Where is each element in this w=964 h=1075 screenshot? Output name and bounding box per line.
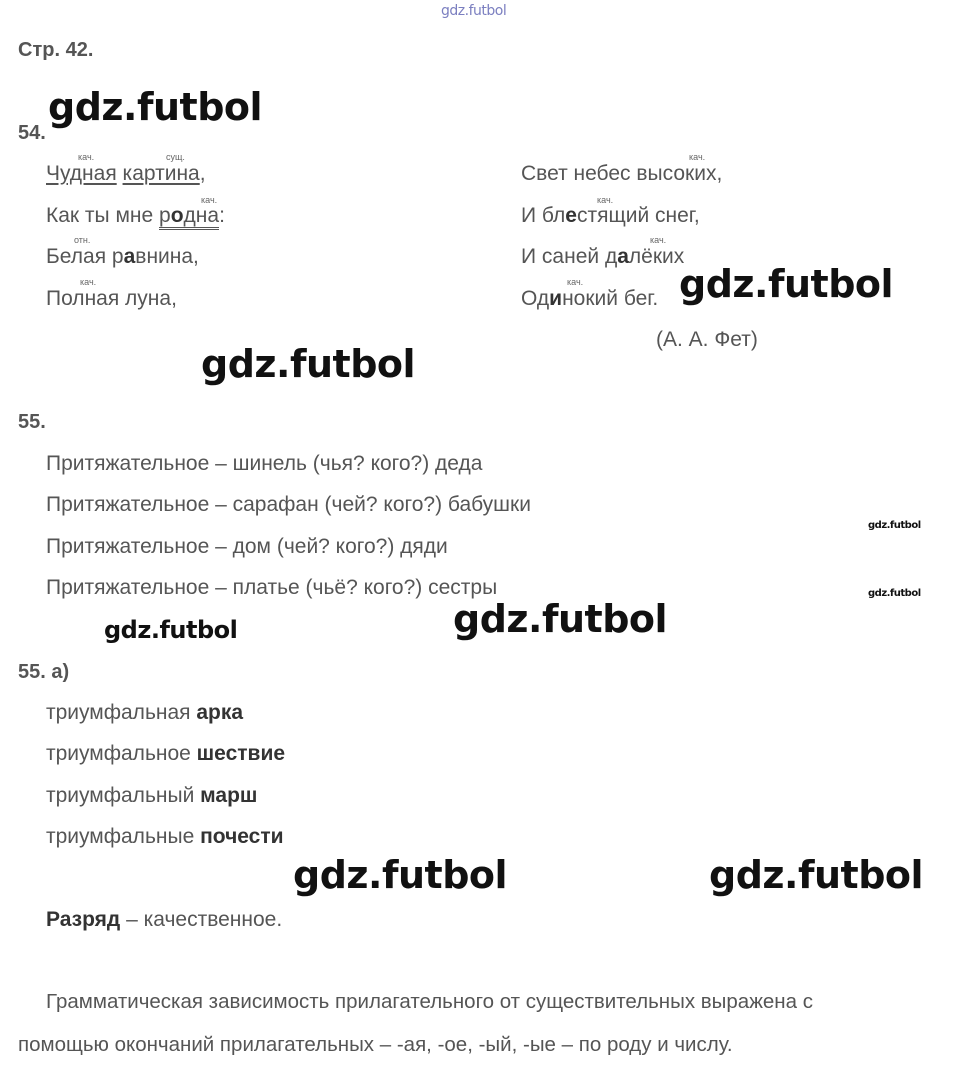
text: И саней д <box>521 245 618 268</box>
category-value: – качественное. <box>120 908 283 931</box>
category-label: Разряд <box>46 908 121 931</box>
stressed-letter: и <box>549 287 563 310</box>
watermark: gdz.futbol <box>104 616 238 644</box>
noun: почести <box>200 825 284 848</box>
exercise-line: Притяжательное – дом (чей? кого?) дяди <box>46 535 448 558</box>
adjective: триумфальная <box>46 701 197 724</box>
adjective: триумфальный <box>46 784 201 807</box>
annotation-kach: кач. <box>80 277 97 287</box>
poem-line <box>521 245 684 269</box>
text: И бл <box>521 204 566 227</box>
watermark: gdz.futbol <box>868 588 921 599</box>
phrase-line <box>46 825 284 849</box>
watermark: gdz.futbol <box>453 597 668 641</box>
annotation-kach: кач. <box>201 195 218 205</box>
text: Од <box>521 287 550 310</box>
double-underlined-word <box>159 204 219 230</box>
annotation-kach: кач. <box>567 277 584 287</box>
underlined-adjective: Чудная <box>46 162 117 185</box>
adjective: триумфальные <box>46 825 201 848</box>
text: стящий снег, <box>576 204 700 227</box>
poem-line <box>521 204 700 228</box>
exercise-line: Притяжательное – шинель (чья? кого?) деда <box>46 452 483 475</box>
exercise-55-number: 55. <box>18 411 46 433</box>
poem-line: Свет небес высоких, <box>521 162 723 185</box>
text: внина, <box>135 245 199 268</box>
exercise-line: Притяжательное – платье (чьё? кого?) сестры <box>46 576 498 599</box>
grammar-line: Грамматическая зависимость прилагательного от существительных выражена с <box>46 990 813 1013</box>
watermark: gdz.futbol <box>48 85 263 129</box>
exercise-line: Притяжательное – сарафан (чей? кого?) бабушки <box>46 493 531 516</box>
poem-line <box>46 245 199 269</box>
phrase-line <box>46 784 257 808</box>
punctuation: : <box>219 204 225 227</box>
annotation-kach: кач. <box>650 235 667 245</box>
text: р <box>159 204 171 227</box>
exercise-55a-number: 55. а) <box>18 661 70 683</box>
noun: арка <box>196 701 244 724</box>
stressed-letter: е <box>565 204 577 227</box>
punctuation: , <box>199 162 206 185</box>
poem-author: (А. А. Фет) <box>656 328 758 351</box>
grammar-line: помощью окончаний прилагательных – -ая, -ое, -ый, -ые – по роду и числу. <box>18 1033 733 1056</box>
poem-line <box>521 287 658 311</box>
watermark: gdz.futbol <box>868 520 921 531</box>
text: Как ты мне <box>46 204 160 227</box>
watermark: gdz.futbol <box>201 342 416 386</box>
poem-line <box>46 162 206 186</box>
category-line <box>46 908 282 932</box>
poem-line <box>46 204 225 228</box>
stressed-letter: а <box>617 245 629 268</box>
watermark-top: gdz.futbol <box>441 3 507 19</box>
underlined-noun: картина <box>122 162 200 185</box>
stressed-letter: а <box>123 245 136 268</box>
annotation-kach: кач. <box>78 152 95 162</box>
annotation-kach: кач. <box>689 152 706 162</box>
poem-line: Полная луна, <box>46 287 177 310</box>
noun: марш <box>200 784 258 807</box>
text: дна <box>183 204 220 227</box>
text: Белая р <box>46 245 124 268</box>
page-header: Стр. 42. <box>18 39 94 61</box>
noun: шествие <box>196 742 286 765</box>
stressed-letter: о <box>170 204 184 227</box>
phrase-line <box>46 701 243 725</box>
watermark: gdz.futbol <box>679 262 894 306</box>
annotation-otn: отн. <box>74 235 91 245</box>
text: нокий бег. <box>562 287 659 310</box>
watermark: gdz.futbol <box>293 853 508 897</box>
text: лёких <box>628 245 685 268</box>
annotation-sushch: сущ. <box>166 152 185 162</box>
exercise-54-number: 54. <box>18 122 46 144</box>
adjective: триумфальное <box>46 742 197 765</box>
annotation-kach: кач. <box>597 195 614 205</box>
phrase-line <box>46 742 285 766</box>
watermark: gdz.futbol <box>709 853 924 897</box>
